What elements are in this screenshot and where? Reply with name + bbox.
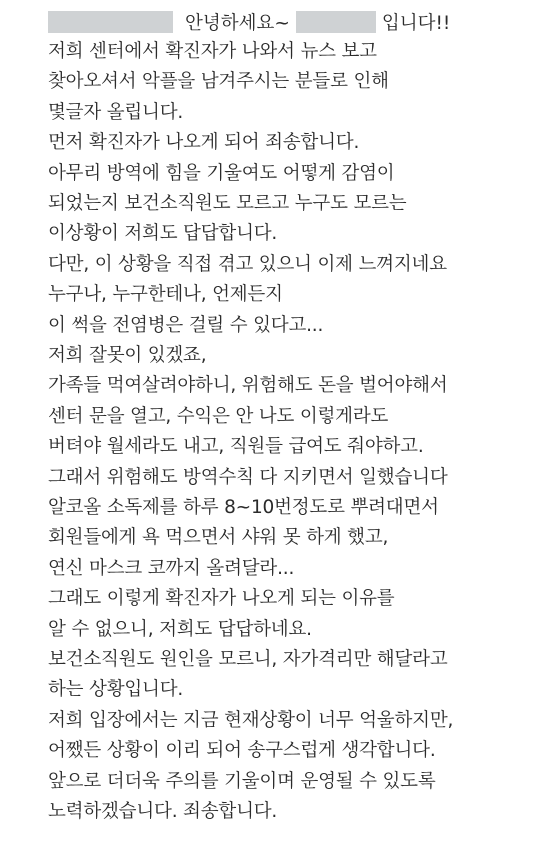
post-line: 가족들 먹여살려야하니, 위험해도 돈을 벌어야해서 bbox=[48, 375, 448, 397]
post-line: 보건소직원도 원인을 모르니, 자가격리만 해달라고 bbox=[48, 649, 448, 670]
post-line: 저희 센터에서 확진자가 나와서 뉴스 보고 bbox=[48, 41, 377, 62]
post-line: 아무리 방역에 힘을 기울여도 어떻게 감염이 bbox=[48, 162, 395, 184]
post-line: 노력하겠습니다. 죄송합니다. bbox=[48, 801, 278, 822]
post-line: 알코올 소독제를 하루 8~10번정도로 뿌려대면서 bbox=[48, 497, 439, 518]
greeting-line bbox=[48, 8, 450, 36]
greeting-text: 안녕하세요~ bbox=[185, 13, 290, 34]
post-line: 회원들에게 욕 먹으면서 샤워 못 하게 했고, bbox=[48, 527, 389, 549]
post-line: 그래도 이렇게 확진자가 나오게 되는 이유를 bbox=[48, 588, 395, 610]
post-line: 먼저 확진자가 나오게 되어 죄송합니다. bbox=[48, 132, 360, 154]
post-line: 센터 문을 열고, 수익은 안 나도 이렇게라도 bbox=[48, 405, 389, 427]
post-line: 이 썩을 전염병은 걸릴 수 있다고... bbox=[48, 314, 324, 336]
post-line: 하는 상황입니다. bbox=[48, 679, 184, 701]
post-line: 그래서 위험해도 방역수칙 다 지키면서 일했습니다 bbox=[48, 466, 448, 488]
post-line: 버텨야 월세라도 내고, 직원들 급여도 줘야하고. bbox=[48, 436, 424, 458]
post-line: 되었는지 보건소직원도 모르고 누구도 모르는 bbox=[48, 193, 407, 214]
post-line: 알 수 없으니, 저희도 답답하네요. bbox=[48, 618, 312, 640]
post-line: 찾아오셔서 악플을 남겨주시는 분들로 인해 bbox=[48, 71, 389, 93]
post-line: 저희 입장에서는 지금 현재상황이 너무 억울하지만, bbox=[48, 709, 454, 731]
redacted-center-name-block bbox=[296, 11, 376, 33]
post-line: 저희 잘못이 있겠죠, bbox=[48, 345, 207, 366]
post-line: 이상황이 저희도 답답합니다. bbox=[48, 223, 278, 245]
redacted-name-block bbox=[48, 11, 173, 33]
post-line: 누구나, 누구한테나, 언제든지 bbox=[48, 284, 283, 306]
post-line: 몇글자 올립니다. bbox=[48, 101, 184, 123]
post-line: 다만, 이 상황을 직접 겪고 있으니 이제 느껴지네요 bbox=[48, 253, 447, 275]
post-line: 앞으로 더더욱 주의를 기울이며 운영될 수 있도록 bbox=[48, 770, 436, 792]
greeting-suffix-text: 입니다!! bbox=[381, 13, 451, 34]
post-line: 어쨌든 상황이 이리 되어 송구스럽게 생각합니다. bbox=[48, 740, 436, 762]
post-line: 연신 마스크 코까지 올려달라... bbox=[48, 557, 295, 579]
